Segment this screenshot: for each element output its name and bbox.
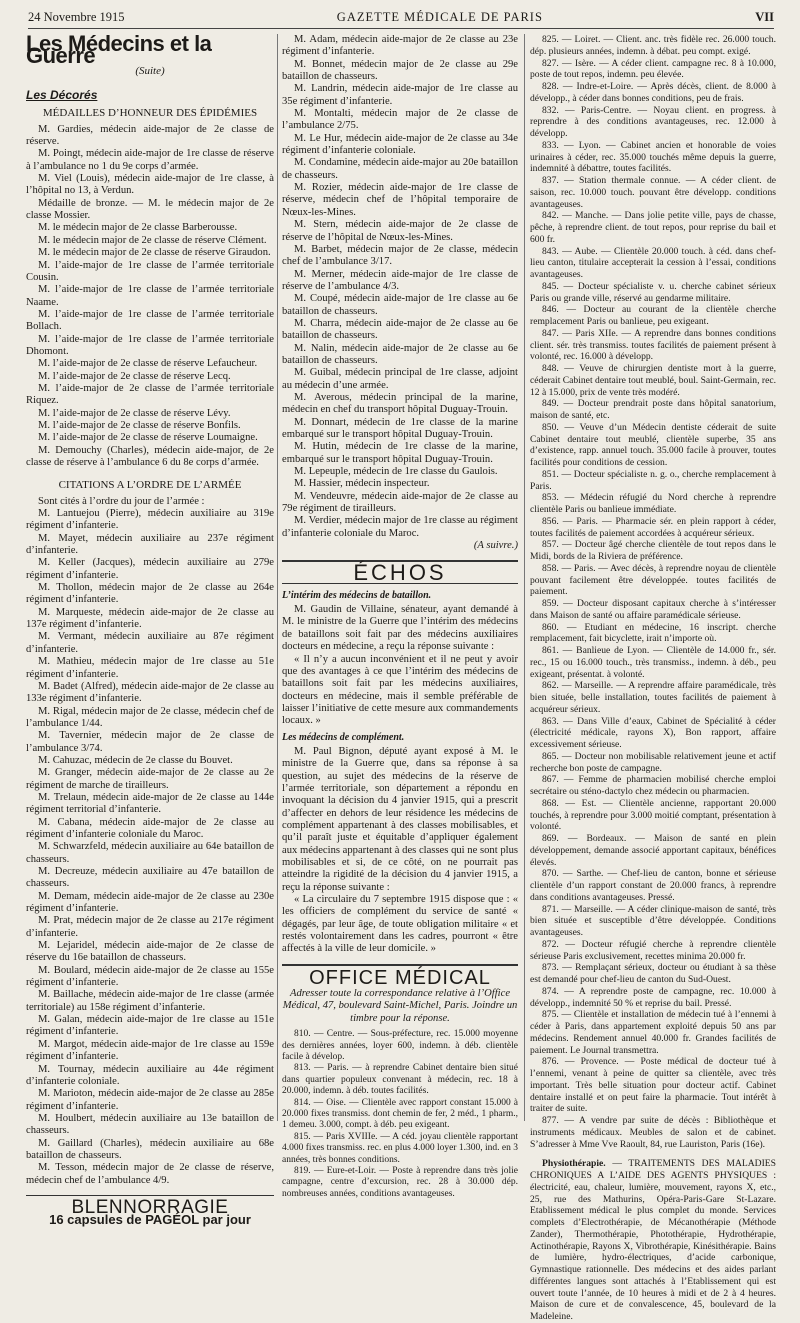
classified-ad-entry: 832. — Paris-Centre. — Noyau client. en progress. à reprendre à des conditions avantageuses, rec. 12.000 à développ. bbox=[530, 104, 776, 139]
medaille-entry: M. Gardies, médecin aide-major de 2e classe de réserve. bbox=[26, 123, 274, 148]
citation-entry: M. Le Hur, médecin aide-major de 2e classe au 34e régiment d’infanterie coloniale. bbox=[282, 132, 518, 157]
ad-blennorragie-title: BLENNORRAGIE bbox=[26, 1195, 274, 1214]
citation-entry: M. Cahuzac, médecin de 2e classe du Bouvet. bbox=[38, 754, 233, 766]
classified-ad-entry: 848. — Veuve de chirurgien dentiste mort à la guerre, céderait Cabinet dentaire tout meublé, boul. Saint-Germain, rec. 12 à 15.000, prix de vente très modéré. bbox=[530, 363, 776, 398]
classified-ad-entry: 870. — Sarthe. — Chef-lieu de canton, bonne et sérieuse clientèle d’un rapport constant de 20.000 francs, à reprendre dans conditions avantageuses. Pressé. bbox=[530, 868, 776, 903]
office-ads-list bbox=[282, 1029, 518, 1200]
classified-ad-entry: 850. — Veuve d’un Médecin dentiste céderait de suite Cabinet dentaire tout meublé, clientèle superbe, 35 ans d’existence, rapp. annuel touch. 35.000 facile à prouver, toutes facilités pour conditions de cession. bbox=[530, 421, 776, 468]
citation-entry: M. Margot, médecin aide-major de 1re classe au 159e régiment d’infanterie. bbox=[26, 1038, 274, 1063]
citation-entry: M. Adam, médecin aide-major de 2e classe au 23e régiment d’infanterie. bbox=[282, 34, 518, 58]
classified-ad-entry: 867. — Femme de pharmacien mobilisé cherche emploi secrétaire ou sténo-dactylo chez médecin ou pharmacien. bbox=[530, 774, 776, 797]
citations-continued bbox=[282, 34, 518, 540]
classified-ad-entry: 862. — Marseille. — A reprendre affaire paramédicale, très bien située, belle installation, toutes facilités de paiement à acquéreur sérieux. bbox=[530, 680, 776, 715]
citation-entry: M. Lepeuple, médecin de 1re classe du Gaulois. bbox=[294, 466, 498, 478]
classified-ad-entry: 875. — Clientèle et installation de médecin tué à l’ennemi à céder à Paris, dans appartement exploité depuis 50 ans par médecins. Rendement annuel 40.000 fr. Grandes facilités de paiement. Le Journal transmettra. bbox=[530, 1009, 776, 1056]
citation-entry: M. Prat, médecin major de 2e classe au 217e régiment d’infanterie. bbox=[26, 915, 274, 939]
interim-paragraph: « Il n’y a aucun inconvénient et il ne peut y avoir que des avantages à ce que l’intérim des médecins de bataillons soit fait par les médecins auxiliaires, docteurs en médecine, mais il semble préférable de laisser l’initiative de cette mesure aux commandements locaux. » bbox=[282, 653, 518, 727]
citation-entry: M. Landrin, médecin aide-major de 1re classe au 35e régiment d’infanterie. bbox=[282, 83, 518, 107]
citation-entry: M. Lejaridel, médecin aide-major de 2e classe de réserve du 16e bataillon de chasseurs. bbox=[26, 940, 274, 964]
citation-entry: M. Cabana, médecin aide-major de 2e classe au régiment d’infanterie coloniale du Maroc. bbox=[26, 816, 274, 840]
medaille-entry: M. l’aide-major de 2e classe de l’armée territoriale Riquez. bbox=[26, 382, 274, 407]
citation-entry: M. Mayet, médecin auxiliaire au 237e régiment d’infanterie. bbox=[26, 532, 274, 557]
citation-entry: M. Badet (Alfred), médecin aide-major de 2e classe au 133e régiment d’infanterie. bbox=[26, 680, 274, 705]
classified-ad-entry: 858. — Paris. — Avec décès, à reprendre noyau de clientèle pouvant facilement être développée. toutes facilités de paiement. bbox=[530, 562, 776, 598]
classified-ad-entry: 833. — Lyon. — Cabinet ancien et honorable de voies urinaires à céder, rec. 35.000 touchés même depuis la guerre, indemnité à débattre, toutes facilités. bbox=[530, 139, 776, 175]
interim-paragraph: M. Gaudin de Villaine, sénateur, ayant demandé à M. le ministre de la Guerre que l’intérim des médecins de bataillons soit fait par des médecins auxiliaires docteurs en médecine, a reçu la réponse suivante : bbox=[282, 604, 518, 653]
physio-title: Physiothérapie. bbox=[542, 1158, 606, 1170]
citation-entry: M. Keller (Jacques), médecin auxiliaire au 279e régiment d’infanterie. bbox=[26, 557, 274, 581]
citation-entry: M. Rozier, médecin aide-major de 1re classe de réserve, médecin chef de l’hôpital temporaire de Nœux-les-Mines. bbox=[282, 182, 518, 218]
echos-heading: ÉCHOS bbox=[282, 560, 518, 583]
classified-ad-entry: 837. — Station thermale connue. — A céder client. de saison, rec. 10.000 touch. pouvant être développ. conditions avantageuses. bbox=[530, 175, 776, 210]
complement-paragraph: « La circulaire du 7 septembre 1915 dispose que : « les officiers de complément du service de santé « dégagés, par leur âge, de toute obligation militaire « et restés volontairement dans les cadres, pourront « être affectés à la ville de leur domicile. » bbox=[282, 894, 518, 955]
office-medical-subtitle: Adresser toute la correspondance relative à l’Office Médical, 47, boulevard Saint-Michel, Paris. Joindre un timbre pour la réponse. bbox=[282, 988, 518, 1024]
classified-ad-entry: 847. — Paris XIIe. — A reprendre dans bonnes conditions client. sér. très transmiss. toutes facilités de paiement présent à volonté, rec. 16.000 à développ. bbox=[530, 327, 776, 363]
classified-ad-entry: 849. — Docteur prendrait poste dans hôpital sanatorium, maison de santé, etc. bbox=[530, 398, 776, 421]
article-heading: Les Médecins et la Guerre bbox=[26, 31, 212, 69]
classified-ad-entry: 845. — Docteur spécialiste v. u. cherche cabinet sérieux Paris ou grande ville, réservé au gendarme militaire. bbox=[530, 280, 776, 304]
citation-entry: M. Tournay, médecin auxiliaire au 44e régiment d’infanterie coloniale. bbox=[26, 1063, 274, 1087]
citation-entry: M. Merner, médecin aide-major de 1re classe de réserve de l’ambulance 4/3. bbox=[282, 268, 518, 292]
column-rule bbox=[277, 34, 278, 1121]
ad-pageol-text: 16 capsules de PAGÉOL par jour bbox=[49, 1212, 251, 1228]
medaille-entry: M. le médecin major de 2e classe Barberousse. bbox=[38, 222, 238, 234]
classified-ad-entry: 863. — Dans Ville d’eaux, Cabinet de Spécialité à céder (électricité médicale, rayons X), Bon rapport, affaire excessivement sérieuse. bbox=[530, 715, 776, 750]
physiotherapie-ad bbox=[530, 1158, 776, 1323]
page-header bbox=[28, 6, 774, 29]
citation-entry: M. Guibal, médecin principal de 1re classe, adjoint au médecin d’une armée. bbox=[282, 367, 518, 391]
citation-entry: M. Galan, médecin aide-major de 1re classe au 151e régiment d’infanterie. bbox=[26, 1014, 274, 1038]
citation-entry: M. Houlbert, médecin auxiliaire au 13e bataillon de chasseurs. bbox=[26, 1112, 274, 1137]
citation-entry: M. Coupé, médecin aide-major de 1re classe au 6e bataillon de chasseurs. bbox=[282, 293, 518, 317]
office-ad-entry: 810. — Centre. — Sous-préfecture, rec. 15.000 moyenne des dernières années, loyer 600, indemn. à déb. clientèle facile à dévelop. bbox=[282, 1029, 518, 1062]
medaille-entry: M. l’aide-major de 1re classe de l’armée territoriale Cousin. bbox=[26, 259, 274, 283]
medaille-entry: M. l’aide-major de 2e classe de réserve Loumaigne. bbox=[38, 432, 258, 444]
medailles-title: MÉDAILLES D’HONNEUR DES ÉPIDÉMIES bbox=[42, 107, 258, 120]
classified-ad-entry: 828. — Indre-et-Loire. — Après décès, client. de 8.000 à développ., à céder dans bonnes conditions, peu de frais. bbox=[530, 81, 776, 104]
citation-entry: M. Granger, médecin aide-major de 2e classe au 2e régiment de marche de tirailleurs. bbox=[26, 767, 274, 791]
page-number: VII bbox=[755, 9, 774, 24]
citation-entry: Sont cités à l’ordre du jour de l’armée : bbox=[38, 495, 205, 507]
physio-text: — TRAITEMENTS DES MALADIES CHRONIQUES A L’AIDE DES AGENTS PHYSIQUES : électricité, eau, chaleur, lumière, mouvement, rayons X, etc., 25, rue des Mathurins, Opéra-Paris-Gare St-Lazare. Etablissement médical le plus complet du monde. Services complets d’Electrothérapie, de Mécanothérapie (Méthode Zander), Thermothérapie, Photothérapie, Hydrothérapie, Actinothérapie, Rayons X, Vibrothérapie, Kinésithérapie. Bains de lumière, hydro-électriques, d’acide carbonique, Gymnastique rationnelle. Des médecins et des aides parlant différentes langues sont attachés à l’Etablissement qui est ouvert toute l’année, de 10 heures à midi et de 2 à 4 heures. Maison de cure et de convalescence, 45, boulevard de la Madeleine. bbox=[530, 1158, 776, 1322]
citation-entry: M. Rigal, médecin major de 2e classe, médecin chef de l’ambulance 1/44. bbox=[26, 705, 274, 729]
citation-entry: M. Schwarzfeld, médecin auxiliaire au 64e bataillon de chasseurs. bbox=[26, 841, 274, 865]
classified-ad-entry: 873. — Remplaçant sérieux, docteur ou étudiant à sa thèse est demandé pour chef-lieu de canton du Sud-Ouest. bbox=[530, 962, 776, 985]
citation-entry: M. Boulard, médecin aide-major de 2e classe au 155e régiment d’infanterie. bbox=[26, 964, 274, 989]
citation-entry: M. Tavernier, médecin major de 2e classe de l’ambulance 3/74. bbox=[26, 730, 274, 754]
complement-title: Les médecins de complément. bbox=[282, 731, 405, 743]
citation-entry: M. Mathieu, médecin major de 1re classe au 51e régiment d’infanterie. bbox=[26, 656, 274, 680]
citation-entry: M. Montalti, médecin major de 2e classe de l’ambulance 2/75. bbox=[282, 108, 518, 132]
medaille-entry: M. l’aide-major de 2e classe de réserve Lévy. bbox=[38, 407, 231, 419]
column-rule bbox=[524, 34, 525, 1121]
citations-title: CITATIONS A L’ORDRE DE L’ARMÉE bbox=[58, 479, 242, 492]
medaille-entry: M. l’aide-major de 2e classe de réserve Bonfils. bbox=[38, 419, 241, 431]
classified-ad-entry: 827. — Isère. — A céder client. campagne rec. 8 à 10.000, poste de tout repos, indemn. peu élevée. bbox=[530, 57, 776, 81]
citation-entry: M. Donnart, médecin de 1re classe de la marine embarqué sur le transport hôpital Duguay-Trouin. bbox=[282, 416, 518, 440]
medaille-entry: M. Poingt, médecin aide-major de 1re classe de réserve à l’ambulance no 1 du 9e corps d’armée. bbox=[26, 148, 274, 172]
header-title: GAZETTE MÉDICALE DE PARIS bbox=[336, 9, 543, 24]
article-suite: (Suite) bbox=[135, 64, 165, 77]
medaille-entry: M. l’aide-major de 1re classe de l’armée territoriale Naame. bbox=[26, 284, 274, 308]
medaille-entry: M. l’aide-major de 2e classe de réserve Lecq. bbox=[38, 370, 231, 382]
citation-entry: M. Hutin, médecin de 1re classe de la marine, embarqué sur le transport hôpital Duguay-Trouin. bbox=[282, 441, 518, 465]
classified-ad-entry: 868. — Est. — Clientèle ancienne, rapportant 20.000 touchés, à reprendre pour 3.000 moitié comptant, présentation à volonté. bbox=[530, 797, 776, 833]
classified-ads-list bbox=[530, 34, 776, 1150]
citation-entry: M. Condamine, médecin aide-major au 20e bataillon de chasseurs. bbox=[282, 157, 518, 181]
classified-ad-entry: 857. — Docteur âgé cherche clientèle de tout repos dans le Midi, bords de la Riviera de préférence. bbox=[530, 539, 776, 562]
classified-ad-entry: 874. — A reprendre poste de campagne, rec. 10.000 à développ., indemnité 50 % et reprise du bail. Pressé. bbox=[530, 985, 776, 1009]
classified-ad-entry: 860. — Etudiant en médecine, 16 inscript. cherche remplacement, fait bicyclette, irait n’importe où. bbox=[530, 621, 776, 645]
citation-entry: M. Marioton, médecin aide-major de 2e classe au 285e régiment d’infanterie. bbox=[26, 1088, 274, 1112]
classified-ad-entry: 846. — Docteur au courant de la clientèle cherche remplacement Paris ou banlieue, peu exigeant. bbox=[530, 304, 776, 327]
citation-entry: M. Gaillard (Charles), médecin auxiliaire au 68e bataillon de chasseurs. bbox=[26, 1137, 274, 1161]
classified-ad-entry: 851. — Docteur spécialiste n. g. o., cherche remplacement à Paris. bbox=[530, 468, 776, 492]
medaille-entry: M. l’aide-major de 2e classe de réserve Lefaucheur. bbox=[38, 358, 258, 370]
interim-title: L’intérim des médecins de bataillon. bbox=[282, 589, 432, 601]
column-1 bbox=[26, 31, 274, 1228]
citation-entry: M. Averous, médecin principal de la marine, médecin en chef du transport hôpital Duguay-Trouin. bbox=[282, 391, 518, 416]
citation-entry: M. Verdier, médecin major de 1re classe au régiment d’infanterie coloniale du Maroc. bbox=[282, 515, 518, 539]
citation-entry: M. Tesson, médecin major de 2e classe de réserve, médecin chef de l’ambulance 4/9. bbox=[26, 1162, 274, 1186]
citations-list bbox=[26, 496, 274, 1187]
citation-entry: M. Nalin, médecin aide-major de 2e classe au 6e bataillon de chasseurs. bbox=[282, 342, 518, 366]
office-ad-entry: 813. — Paris. — à reprendre Cabinet dentaire bien situé dans quartier populeux convenant à médecin, rec. 18 à 20.000, indemn. à déb. toutes facilités. bbox=[282, 1063, 518, 1097]
office-ad-entry: 814. — Oise. — Clientèle avec rapport constant 15.000 à 20.000 fixes transmiss. dont chemin de fer, 2 méd., 1 pharm., 1 demeu. 3.000, compt. à déb. peu exigeant. bbox=[282, 1097, 518, 1131]
classified-ad-entry: 825. — Loiret. — Client. anc. très fidèle rec. 26.000 touch. dép. plusieurs années, indemn. à débat. peu compt. exigé. bbox=[530, 34, 776, 57]
classified-ad-entry: 876. — Provence. — Poste médical de docteur tué à l’ennemi, venant à peine de quitter sa clientèle, avec très important. Très belle situation pour docteur actif. Cabinet dentaire installé et on peut faire la pharmacie. Tout intérêt à traiter de suite. bbox=[530, 1056, 776, 1115]
classified-ad-entry: 859. — Docteur disposant capitaux cherche à s’intéresser dans Maison de santé ou affaire paramédicale sérieuse. bbox=[530, 598, 776, 621]
a-suivre: (A suivre.) bbox=[473, 540, 518, 552]
citation-entry: M. Marqueste, médecin aide-major de 2e classe au 137e régiment d’infanterie. bbox=[26, 606, 274, 631]
classified-ad-entry: 842. — Manche. — Dans jolie petite ville, pays de chasse, pêche, à reprendre client. de tout repos, pour reprise du bail et 600 fr. bbox=[530, 210, 776, 245]
column-2 bbox=[282, 34, 518, 1199]
medaille-entry: M. le médecin major de 2e classe de réserve Giraudon. bbox=[38, 247, 271, 259]
citation-entry: M. Lantuejou (Pierre), médecin auxiliaire au 319e régiment d’infanterie. bbox=[26, 508, 274, 532]
medaille-entry: M. Viel (Louis), médecin aide-major de 1re classe, à l’hôpital no 13, à Verdun. bbox=[26, 173, 274, 197]
citation-entry: M. Decreuze, médecin auxiliaire au 47e bataillon de chasseurs. bbox=[26, 866, 274, 890]
header-date: 24 Novembre 1915 bbox=[28, 9, 125, 24]
classified-ad-entry: 871. — Marseille. — A céder clinique-maison de santé, très bien située et susceptible d’être développée. Conditions avantageuses. bbox=[530, 903, 776, 938]
classified-ad-entry: 872. — Docteur réfugié cherche à reprendre clientèle sérieuse Paris exclusivement, recettes minima 20.000 fr. bbox=[530, 938, 776, 962]
interim-body bbox=[282, 604, 518, 727]
citation-entry: M. Barbet, médecin major de 2e classe, médecin chef de l’ambulance 3/17. bbox=[282, 243, 518, 268]
citation-entry: M. Charra, médecin aide-major de 2e classe au 6e bataillon de chasseurs. bbox=[282, 317, 518, 342]
citation-entry: M. Vermant, médecin auxiliaire au 87e régiment d’infanterie. bbox=[26, 631, 274, 655]
office-ad-entry: 815. — Paris XVIIIe. — A céd. joyau clientèle rapportant 4.000 fixes transmiss. rec. en plus 4.000 loyer 1.300, ind. en 3 années, très bonnes conditions. bbox=[282, 1131, 518, 1165]
medaille-entry: M. l’aide-major de 1re classe de l’armée territoriale Dhomont. bbox=[26, 333, 274, 357]
medailles-list bbox=[26, 124, 274, 470]
classified-ad-entry: 865. — Docteur non mobilisable relativement jeune et actif recherche bon poste de campagne. bbox=[530, 750, 776, 774]
citation-entry: M. Stern, médecin aide-major de 2e classe de réserve de l’hôpital de Nœux-les-Mines. bbox=[282, 219, 518, 243]
medaille-entry: M. le médecin major de 2e classe de réserve Clément. bbox=[38, 234, 267, 246]
citation-entry: M. Trelaun, médecin aide-major de 2e classe au 144e régiment territorial d’infanterie. bbox=[26, 791, 274, 816]
section-decores: Les Décorés bbox=[26, 88, 98, 103]
classified-ad-entry: 877. — A vendre par suite de décès : Bibliothèque et instruments médicaux. Meubles de salon et de cabinet. S’adresser à Mme Vve Raoult, 84, rue Lauriston, Paris (16e). bbox=[530, 1115, 776, 1150]
column-3 bbox=[530, 34, 776, 1322]
office-medical-heading: OFFICE MÉDICAL bbox=[282, 964, 518, 984]
complement-paragraph: M. Paul Bignon, député ayant exposé à M. le ministre de la Guerre que, dans sa réponse à sa question, au sujet des médecins de la réserve de l’armée territoriale, son département a répondu en invoquant la décision du 4 janvier 1915, qui a prescrit d’affecter en dehors de leur résidence les médecins de complément appartenant à des classes mobilisables, et qu’il paraît juste et équitable d’appliquer également aux médecins appartenant à des classes qui ne sont plus mobilisables et si, de ce côté, on ne pourrait pas atteindre la rigidité de la décision du 4 janvier 1915, a reçu la réponse suivante : bbox=[282, 745, 518, 893]
medaille-entry: M. Demouchy (Charles), médecin aide-major, de 2e classe de réserve à l’ambulance 6 du 8e corps d’armée. bbox=[26, 444, 274, 468]
citation-entry: M. Demam, médecin aide-major de 2e classe au 230e régiment d’infanterie. bbox=[26, 890, 274, 915]
medaille-entry: M. l’aide-major de 1re classe de l’armée territoriale Bollach. bbox=[26, 308, 274, 333]
medaille-entry: Médaille de bronze. — M. le médecin major de 2e classe Mossier. bbox=[26, 197, 274, 222]
classified-ad-entry: 869. — Bordeaux. — Maison de santé en plein développement, demande associé apportant capitaux, bénéfices élevés. bbox=[530, 833, 776, 868]
citation-entry: M. Vendeuvre, médecin aide-major de 2e classe au 79e régiment de tirailleurs. bbox=[282, 490, 518, 515]
citation-entry: M. Bonnet, médecin major de 2e classe au 29e bataillon de chasseurs. bbox=[282, 58, 518, 83]
citation-entry: M. Hassier, médecin inspecteur. bbox=[294, 478, 430, 490]
complement-body bbox=[282, 746, 518, 956]
classified-ad-entry: 843. — Aube. — Clientèle 20.000 touch. à céd. dans chef-lieu canton, titulaire accepterait la cession à l’essai, conditions avantageuses. bbox=[530, 245, 776, 280]
classified-ad-entry: 856. — Paris. — Pharmacie sér. en plein rapport à céder, toutes facilités de paiement accordées à acquéreur sérieux. bbox=[530, 515, 776, 539]
office-ad-entry: 819. — Eure-et-Loir. — Poste à reprendre dans très jolie campagne, centre d’excursion, rec. 28 à 30.000 dép. nombreuses années, conditions avantageuses. bbox=[282, 1166, 518, 1199]
citation-entry: M. Thollon, médecin major de 2e classe au 264e régiment d’infanterie. bbox=[26, 582, 274, 606]
citation-entry: M. Baillache, médecin aide-major de 1re classe (armée territoriale) au 158e régiment d’infanterie. bbox=[26, 989, 274, 1013]
classified-ad-entry: 853. — Médecin réfugié du Nord cherche à reprendre clientèle Paris ou banlieue immédiate. bbox=[530, 492, 776, 515]
classified-ad-entry: 861. — Banlieue de Lyon. — Clientèle de 14.000 fr., sér. rec., 15 ou 16.000 touch., très transmiss., indemn. à déb., peu exigeant, présentat. à volonté. bbox=[530, 645, 776, 680]
